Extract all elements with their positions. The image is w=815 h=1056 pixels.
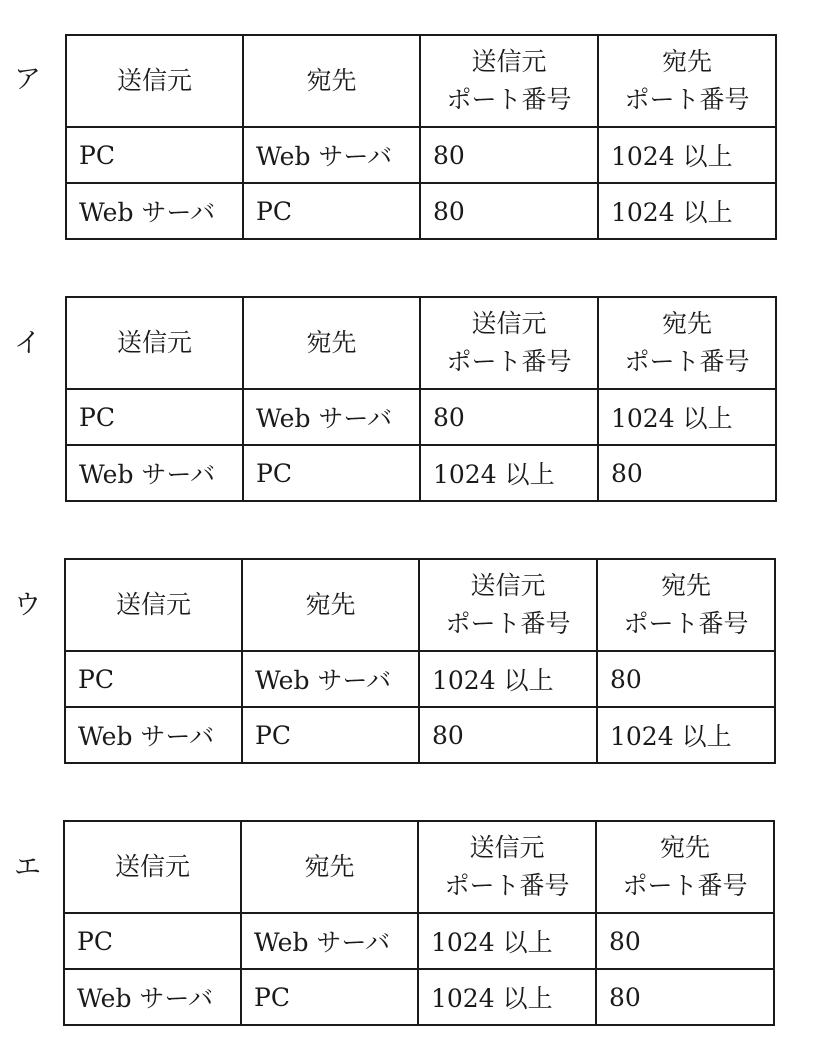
header-destination: 宛先 (241, 821, 418, 913)
header-line: ポート番号 (445, 609, 571, 638)
cell-source-port: 80 (420, 183, 598, 239)
table-row (65, 651, 775, 707)
table-row (64, 913, 774, 969)
header-line: 送信元 (470, 571, 546, 600)
header-line: ポート番号 (446, 85, 572, 114)
header-source: 送信元 (66, 35, 243, 127)
cell-destination-port: 80 (596, 969, 774, 1025)
table-row (66, 183, 776, 239)
cell-destination: PC (241, 969, 418, 1025)
cell-source-port: 1024 以上 (420, 445, 598, 501)
header-line: ポート番号 (623, 609, 749, 638)
table-row (64, 969, 774, 1025)
cell-destination-port: 1024 以上 (598, 389, 776, 445)
header-row (66, 297, 776, 389)
cell-destination: PC (243, 183, 420, 239)
header-line: 送信元 (469, 833, 545, 862)
table-row (66, 127, 776, 183)
cell-destination-port: 80 (598, 445, 776, 501)
header-row (64, 821, 774, 913)
header-source-port (420, 35, 598, 127)
header-line: ポート番号 (444, 871, 570, 900)
cell-source: Web サーバ (64, 969, 241, 1025)
header-line: ポート番号 (624, 85, 750, 114)
cell-source: Web サーバ (65, 707, 242, 763)
table-row (66, 389, 776, 445)
header-source: 送信元 (64, 821, 241, 913)
header-destination: 宛先 (242, 559, 419, 651)
table-row (65, 707, 775, 763)
cell-destination: Web サーバ (243, 389, 420, 445)
cell-destination: Web サーバ (242, 651, 419, 707)
cell-destination-port: 1024 以上 (597, 707, 775, 763)
header-line: ポート番号 (446, 347, 572, 376)
cell-destination-port: 1024 以上 (598, 127, 776, 183)
header-line: 宛先 (661, 47, 712, 76)
cell-source-port: 80 (420, 127, 598, 183)
cell-destination: PC (242, 707, 419, 763)
header-source: 送信元 (66, 297, 243, 389)
cell-source: PC (66, 127, 243, 183)
cell-source-port: 1024 以上 (418, 913, 596, 969)
header-source-port (419, 559, 597, 651)
header-destination-port (597, 559, 775, 651)
header-destination-port (598, 35, 776, 127)
option-label: イ (14, 328, 41, 359)
cell-source-port: 80 (419, 707, 597, 763)
cell-source-port: 1024 以上 (418, 969, 596, 1025)
cell-destination-port: 80 (596, 913, 774, 969)
header-destination-port (596, 821, 774, 913)
header-row (66, 35, 776, 127)
cell-source: PC (64, 913, 241, 969)
option-label: ア (14, 64, 41, 95)
cell-source: Web サーバ (66, 183, 243, 239)
header-line: ポート番号 (622, 871, 748, 900)
port-table (64, 558, 776, 764)
header-line: 送信元 (471, 309, 547, 338)
cell-destination-port: 1024 以上 (598, 183, 776, 239)
header-source: 送信元 (65, 559, 242, 651)
cell-destination-port: 80 (597, 651, 775, 707)
cell-source: PC (65, 651, 242, 707)
header-line: ポート番号 (624, 347, 750, 376)
port-table (65, 296, 777, 502)
cell-source-port: 1024 以上 (419, 651, 597, 707)
cell-source: PC (66, 389, 243, 445)
cell-destination: Web サーバ (243, 127, 420, 183)
header-line: 送信元 (471, 47, 547, 76)
header-source-port (420, 297, 598, 389)
table-row (66, 445, 776, 501)
header-line: 宛先 (659, 833, 710, 862)
cell-destination: PC (243, 445, 420, 501)
cell-source: Web サーバ (66, 445, 243, 501)
cell-source-port: 80 (420, 389, 598, 445)
header-destination: 宛先 (243, 35, 420, 127)
cell-destination: Web サーバ (241, 913, 418, 969)
header-line: 宛先 (661, 309, 712, 338)
port-table (65, 34, 777, 240)
header-destination-port (598, 297, 776, 389)
header-line: 宛先 (660, 571, 711, 600)
header-source-port (418, 821, 596, 913)
port-table (63, 820, 775, 1026)
header-row (65, 559, 775, 651)
option-label: エ (14, 852, 41, 883)
header-destination: 宛先 (243, 297, 420, 389)
option-label: ウ (14, 590, 41, 621)
